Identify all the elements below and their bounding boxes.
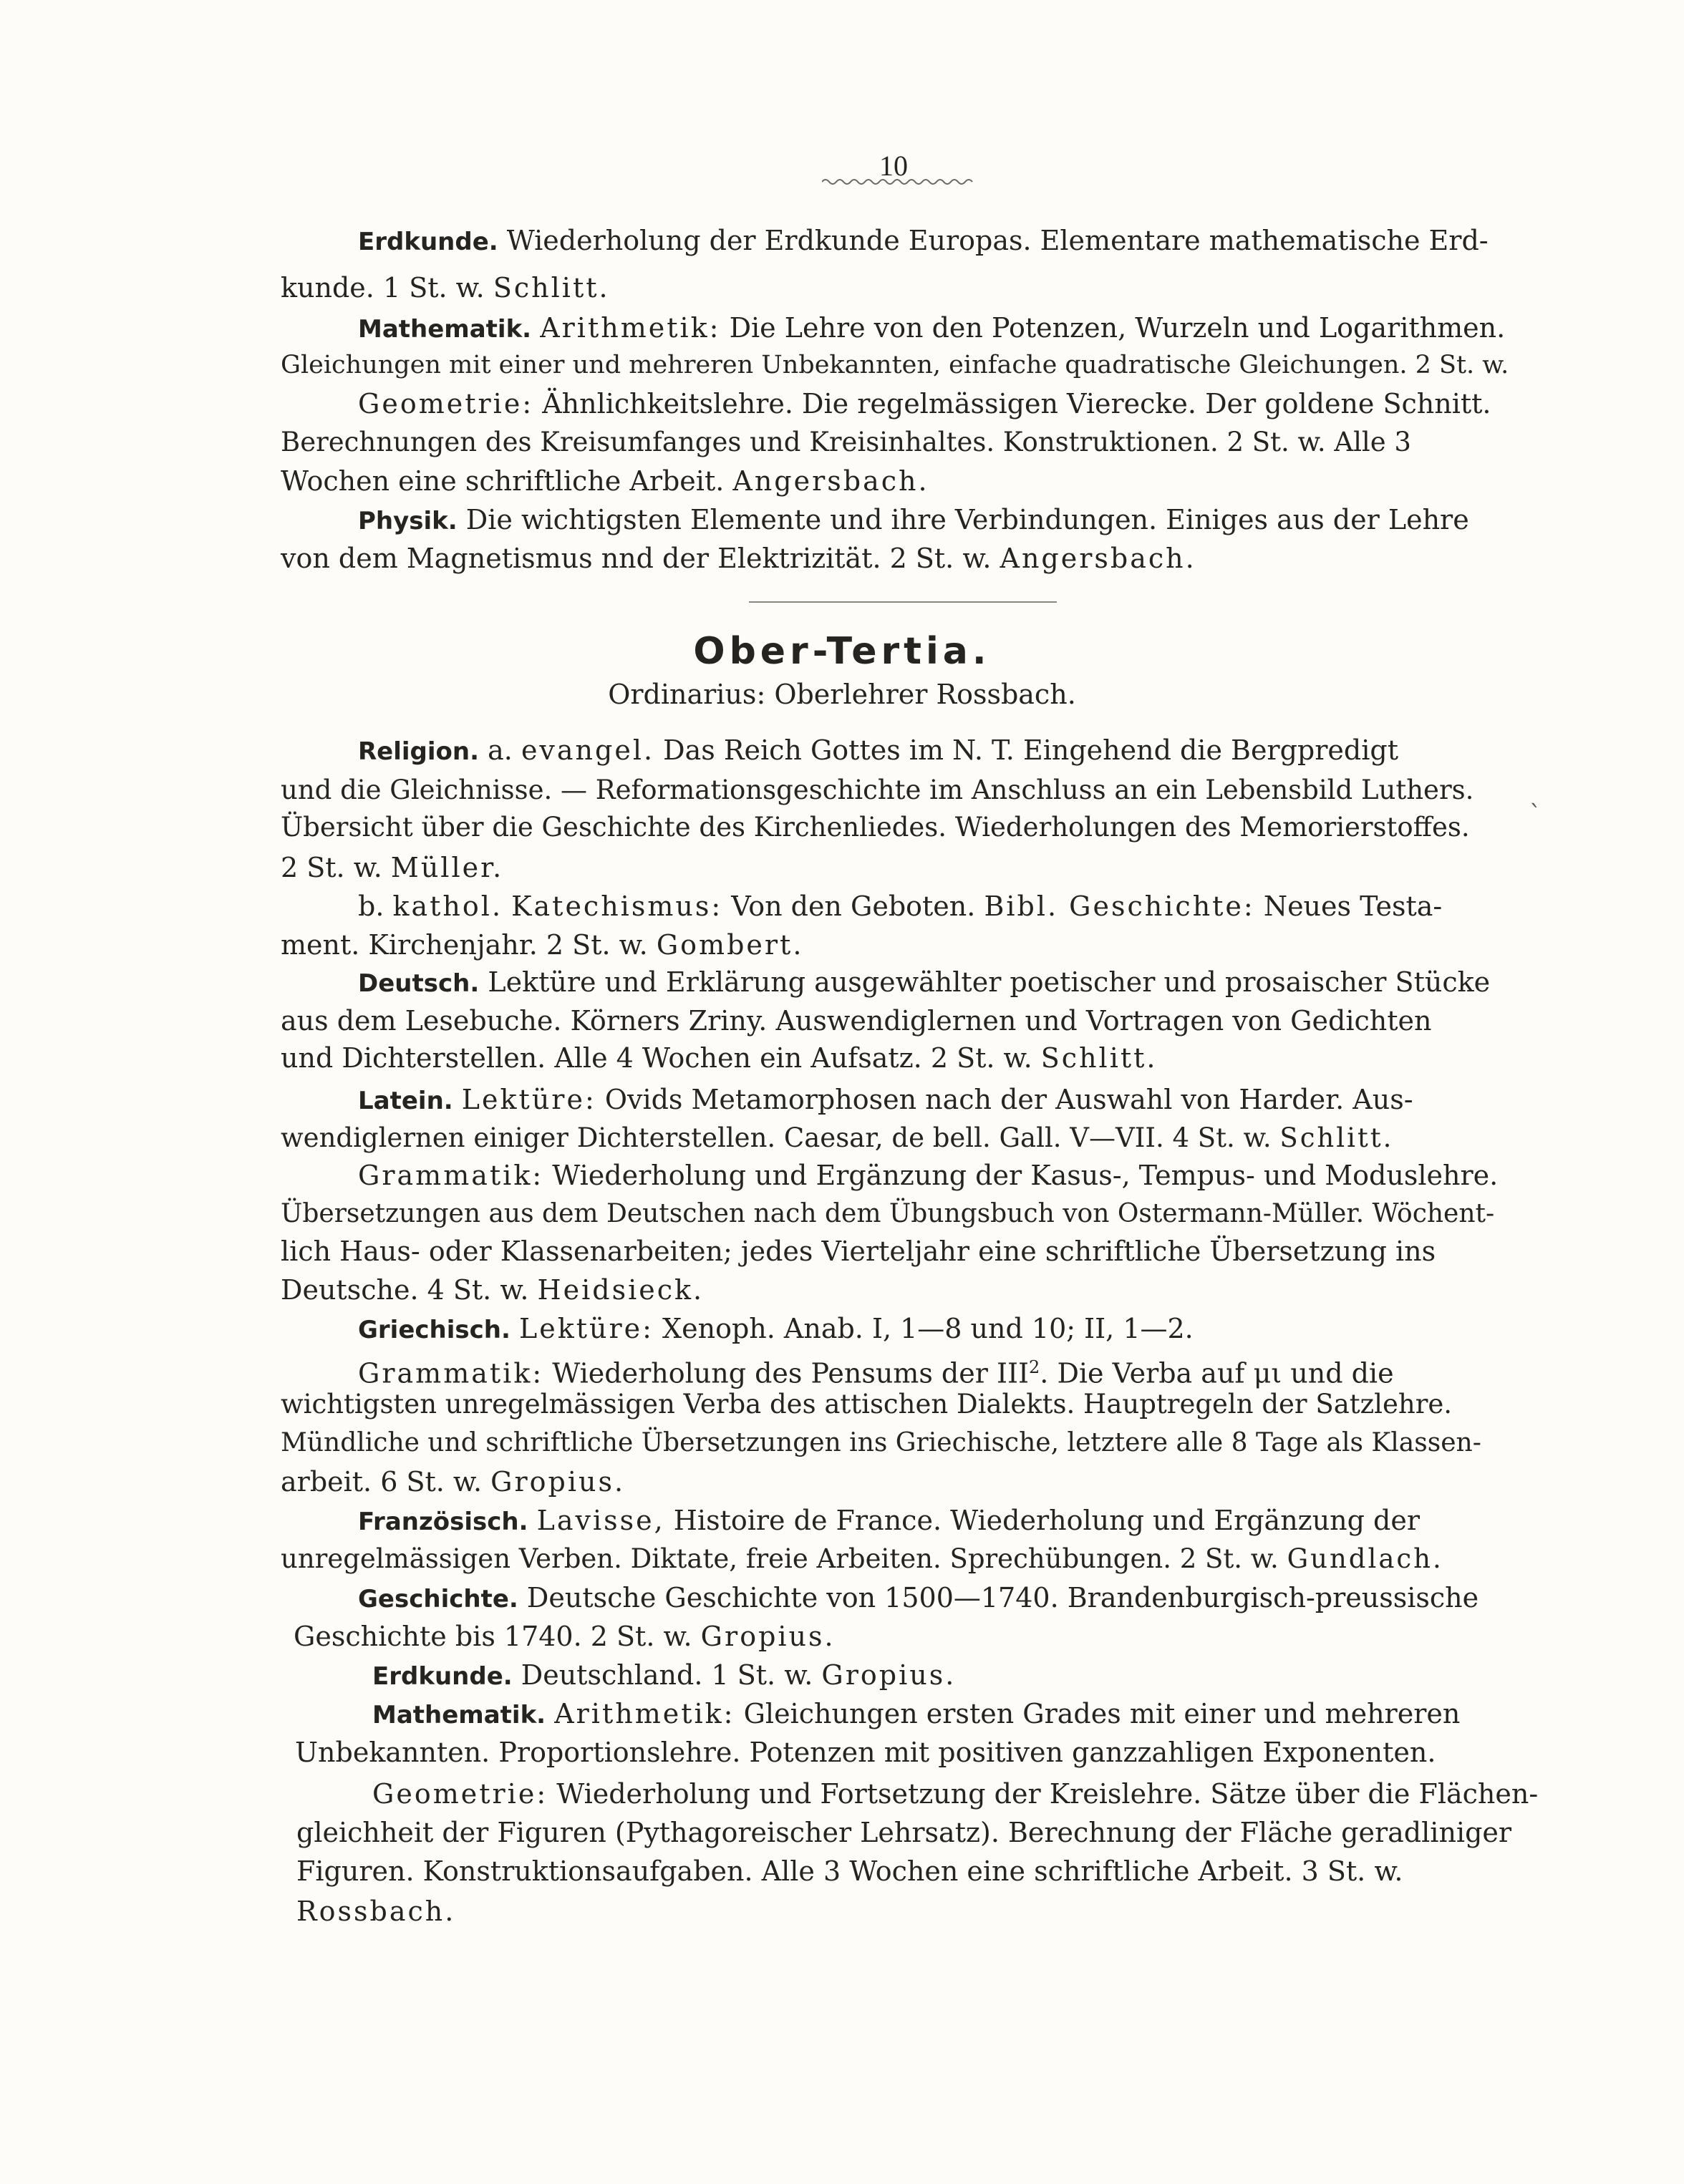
subject-heading: Religion. [358, 737, 480, 766]
subject-heading: Griechisch. [358, 1316, 510, 1344]
text-line: lich Haus- oder Klassenarbeiten; jedes Vierteljahr eine schriftliche Übersetzung ins [281, 1236, 1436, 1267]
teacher-name: Gundlach. [1287, 1543, 1443, 1574]
text-line: unregelmässigen Verben. Diktate, freie Arbeiten. Sprechübungen. 2 St. w. Gundlach. [281, 1543, 1443, 1574]
teacher-name: Schlitt. [1040, 1042, 1158, 1074]
text-line: Gleichungen mit einer und mehreren Unbekannten, einfache quadratische Gleichungen. 2 St. w. [281, 351, 1509, 379]
subject-heading: Deutsch. [358, 969, 480, 998]
text-line: Mathematik. Arithmetik: Die Lehre von den Potenzen, Wurzeln und Logarithmen. [358, 312, 1506, 344]
teacher-name: Gombert. [656, 929, 804, 961]
teacher-name: Rossbach. [296, 1896, 456, 1927]
text-line: Latein. Lektüre: Ovids Metamorphosen nach der Auswahl von Harder. Aus- [358, 1084, 1413, 1115]
ordinarius-line: Ordinarius: Oberlehrer Rossbach. [608, 679, 1076, 710]
page-number: 10 [879, 150, 908, 182]
text-line: Erdkunde. Wiederholung der Erdkunde Europas. Elementare mathematische Erd- [358, 225, 1489, 256]
stray-mark: ˋ [1529, 800, 1542, 829]
text-line: Figuren. Konstruktionsaufgaben. Alle 3 Wochen eine schriftliche Arbeit. 3 St. w. [296, 1855, 1403, 1887]
text-line: gleichheit der Figuren (Pythagoreischer Lehrsatz). Berechnung der Fläche geradliniger [296, 1817, 1512, 1848]
text-line: Übersicht über die Geschichte des Kirchenliedes. Wiederholungen des Memorierstoffes. [281, 812, 1470, 843]
text-line: Grammatik: Wiederholung und Ergänzung der Kasus-, Tempus- und Moduslehre. [358, 1160, 1499, 1191]
subject-heading: Geschichte. [358, 1585, 518, 1613]
teacher-name: Schlitt. [493, 272, 610, 304]
text-line: wichtigsten unregelmässigen Verba des attischen Dialekts. Hauptregeln der Satzlehre. [281, 1389, 1453, 1419]
text-line: Mündliche und schriftliche Übersetzungen ins Griechische, letztere alle 8 Tage als Klassen- [281, 1428, 1481, 1457]
text-line: Unbekannten. Proportionslehre. Potenzen mit positiven ganzzahligen Exponenten. [295, 1737, 1436, 1768]
text-line: Physik. Die wichtigsten Elemente und ihre Verbindungen. Einiges aus der Lehre [358, 504, 1469, 535]
text-line: und Dichterstellen. Alle 4 Wochen ein Aufsatz. 2 St. w. Schlitt. [281, 1042, 1158, 1074]
section-divider [749, 601, 1057, 603]
text-line: Geometrie: Ähnlichkeitslehre. Die regelmässigen Vierecke. Der goldene Schnitt. [358, 388, 1491, 419]
text-line: Übersetzungen aus dem Deutschen nach dem Übungsbuch von Ostermann-Müller. Wöchent- [281, 1199, 1495, 1228]
text-line: Geschichte bis 1740. 2 St. w. Gropius. [294, 1621, 836, 1652]
text-line: Mathematik. Arithmetik: Gleichungen ersten Grades mit einer und mehreren [372, 1698, 1461, 1729]
teacher-name: Angersbach. [732, 465, 929, 497]
subject-heading: Französisch. [358, 1508, 528, 1536]
text-line: Geometrie: Wiederholung und Fortsetzung der Kreislehre. Sätze über die Flächen- [372, 1778, 1539, 1810]
subject-heading: Erdkunde. [372, 1662, 513, 1691]
teacher-name: Angersbach. [1000, 543, 1196, 574]
teacher-name: Schlitt. [1279, 1122, 1394, 1153]
subject-heading: Physik. [358, 507, 458, 535]
subject-heading: Mathematik. [372, 1701, 546, 1729]
teacher-name: Gropius. [700, 1621, 836, 1652]
text-line: Berechnungen des Kreisumfanges und Kreisinhaltes. Konstruktionen. 2 St. w. Alle 3 [281, 427, 1411, 457]
text-line: Erdkunde. Deutschland. 1 St. w. Gropius. [372, 1659, 957, 1691]
teacher-name: Müller. [390, 852, 504, 883]
text-line: aus dem Lesebuche. Körners Zriny. Auswendiglernen und Vortragen von Gedichten [281, 1005, 1432, 1037]
teacher-name: Gropius. [490, 1466, 626, 1498]
decorative-wave-rule [822, 176, 974, 188]
text-line: von dem Magnetismus nnd der Elektrizität. 2 St. w. Angersbach. [281, 543, 1196, 574]
subject-heading: Erdkunde. [358, 228, 498, 256]
teacher-name: Heidsieck. [537, 1274, 705, 1306]
section-title: Ober-Tertia. [693, 630, 991, 673]
text-line: und die Gleichnisse. — Reformationsgeschichte im Anschluss an ein Lebensbild Luthers. [281, 775, 1474, 805]
text-line: Deutsche. 4 St. w. Heidsieck. [281, 1274, 705, 1306]
text-line: wendiglernen einiger Dichterstellen. Caesar, de bell. Gall. V—VII. 4 St. w. Schlitt. [281, 1122, 1394, 1153]
text-line: b. kathol. Katechismus: Von den Geboten. Bibl. Geschichte: Neues Testa- [358, 890, 1443, 922]
subject-heading: Mathematik. [358, 315, 532, 344]
text-line: Geschichte. Deutsche Geschichte von 1500—1740. Brandenburgisch-preussische [358, 1582, 1479, 1613]
text-line: Griechisch. Lektüre: Xenoph. Anab. I, 1—8 und 10; II, 1—2. [358, 1313, 1194, 1344]
text-line: arbeit. 6 St. w. Gropius. [281, 1466, 626, 1498]
text-line: 2 St. w. Müller. [281, 852, 504, 883]
text-line: kunde. 1 St. w. Schlitt. [281, 272, 610, 304]
text-line: Französisch. Lavisse, Histoire de France. Wiederholung und Ergänzung der [358, 1505, 1421, 1536]
teacher-name: Gropius. [821, 1659, 957, 1691]
text-line: Wochen eine schriftliche Arbeit. Angersbach. [281, 465, 929, 497]
subject-heading: Latein. [358, 1087, 453, 1115]
text-line: Deutsch. Lektüre und Erklärung ausgewählter poetischer und prosaischer Stücke [358, 966, 1491, 998]
text-line: Religion. a. evangel. Das Reich Gottes im N. T. Eingehend die Bergpredigt [358, 734, 1398, 766]
text-line: ment. Kirchenjahr. 2 St. w. Gombert. [281, 929, 804, 961]
text-line: Grammatik: Wiederholung des Pensums der III$^2$. Die Verba auf μι und die [358, 1357, 1394, 1389]
